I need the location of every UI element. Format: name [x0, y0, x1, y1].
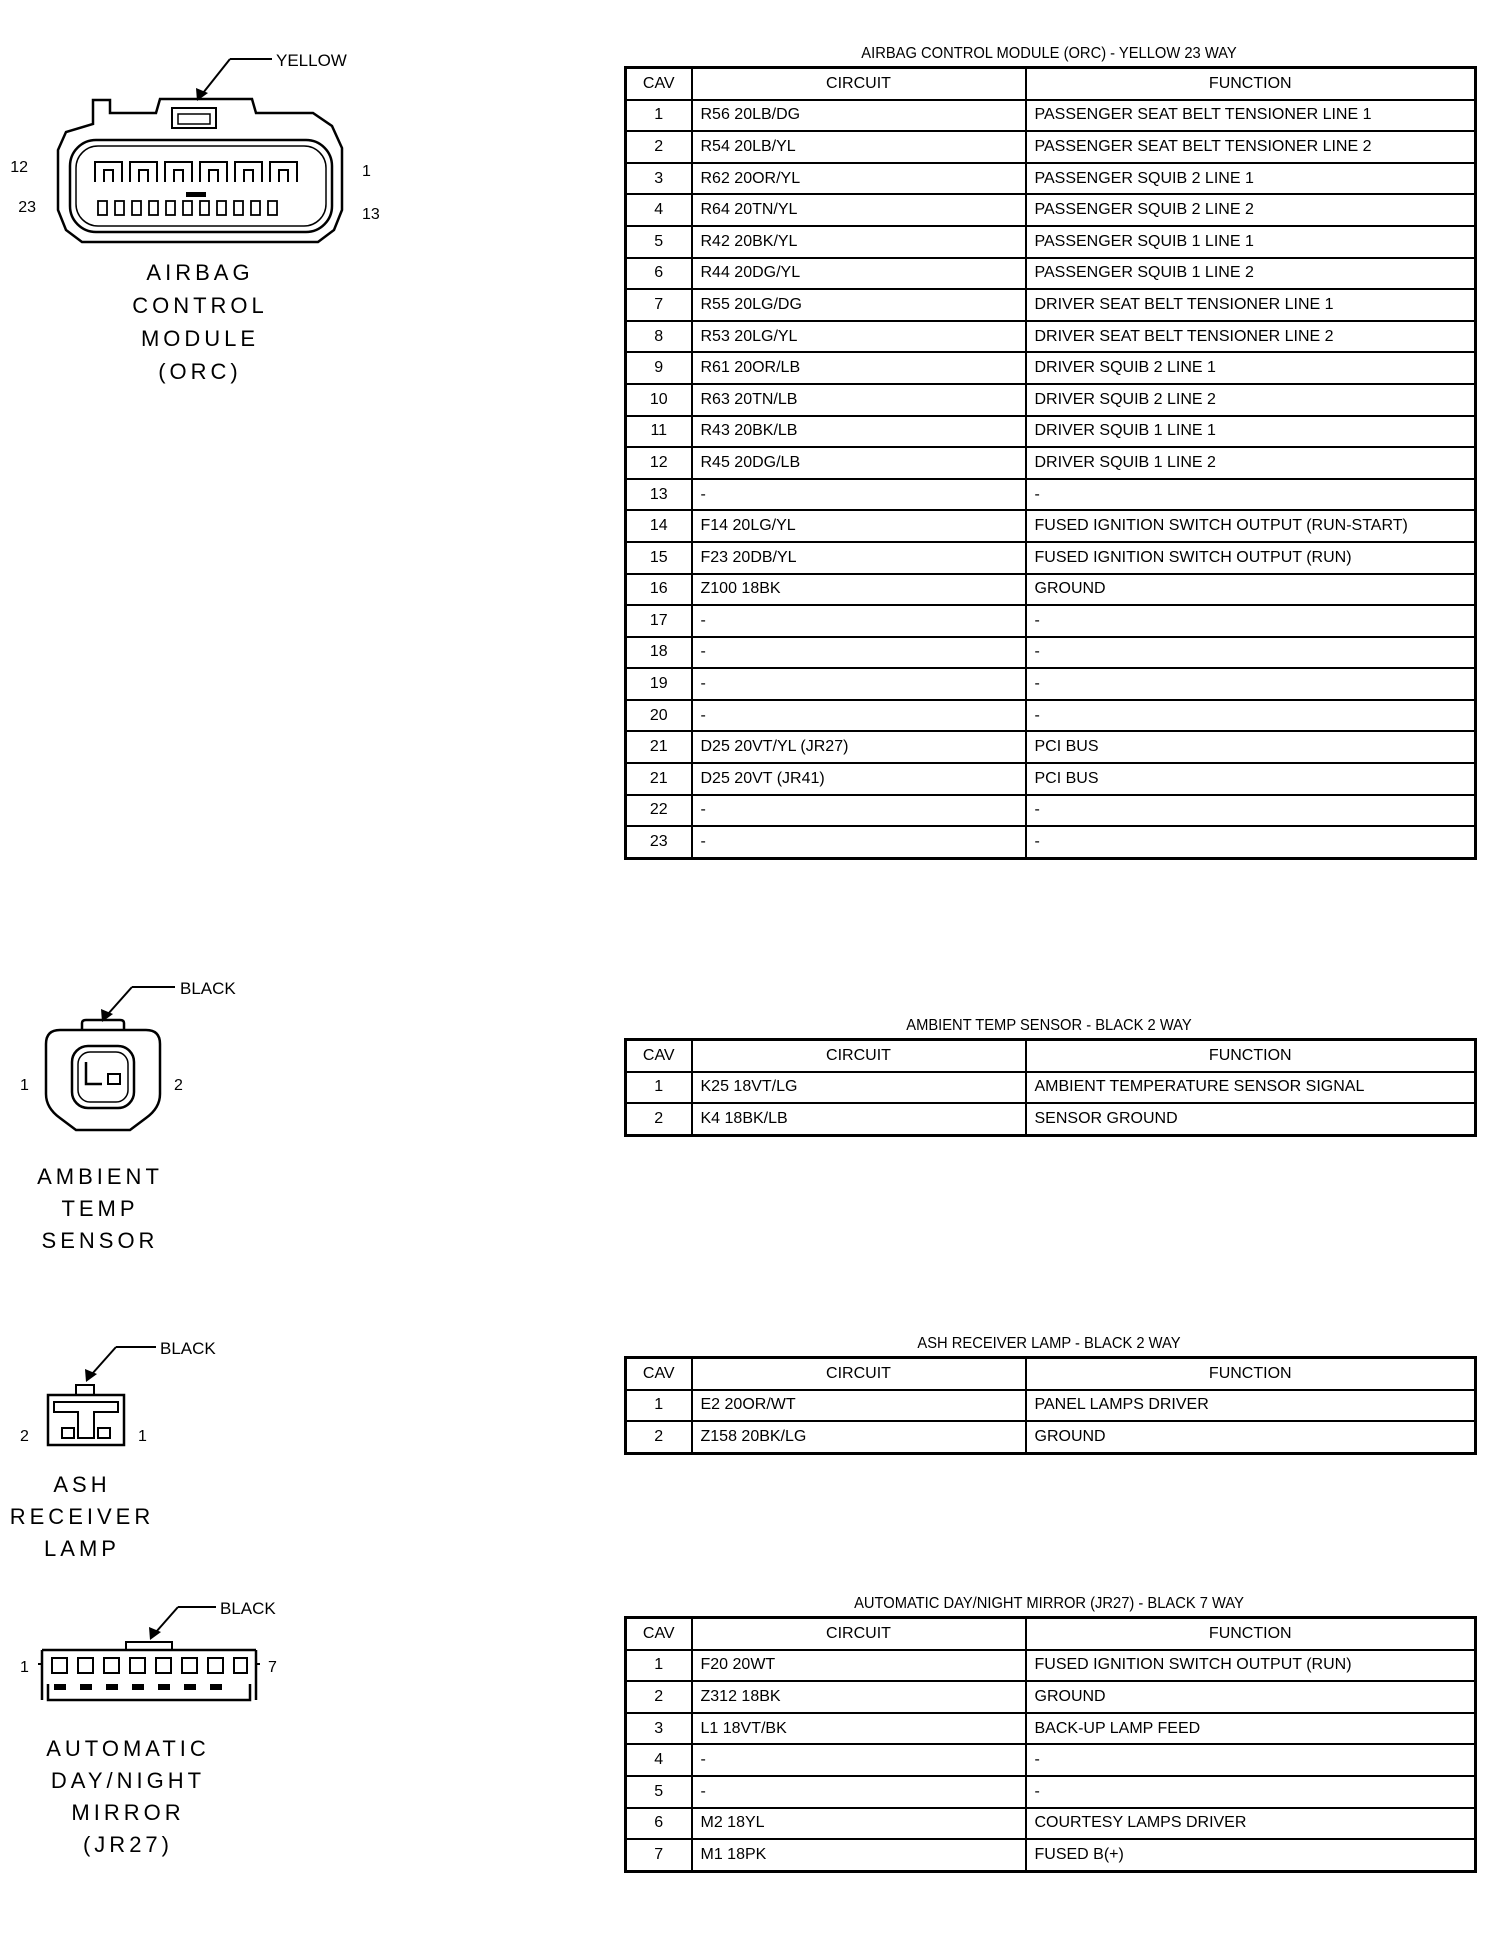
cell-cav: 13 [626, 479, 692, 511]
ash-color-label: BLACK [160, 1339, 216, 1358]
table-row [626, 1650, 1476, 1682]
cell-function: - [1026, 826, 1476, 858]
ash-table-wrap [624, 1332, 1474, 1455]
mirror-color-label: BLACK [220, 1599, 276, 1618]
mirror-name-line-2: DAY/NIGHT [50, 1768, 206, 1793]
cell-function: - [1026, 637, 1476, 669]
airbag-pin-1: 1 [362, 163, 371, 180]
table-header-row [626, 1618, 1476, 1650]
cell-circuit: F23 20DB/YL [692, 542, 1026, 574]
cell-function: AMBIENT TEMPERATURE SENSOR SIGNAL [1026, 1072, 1476, 1104]
cell-circuit: - [692, 605, 1026, 637]
airbag-pin-23: 23 [18, 199, 36, 216]
cell-function: - [1026, 795, 1476, 827]
table-row [626, 1390, 1476, 1422]
cell-cav: 22 [626, 795, 692, 827]
cell-cav: 1 [626, 100, 692, 132]
cell-cav: 9 [626, 352, 692, 384]
airbag-name-line-2: CONTROL [132, 293, 268, 318]
table-row [626, 352, 1476, 384]
table-row [626, 226, 1476, 258]
table-row [626, 163, 1476, 195]
cell-cav: 6 [626, 1808, 692, 1840]
header-function: FUNCTION [1026, 1618, 1476, 1650]
cell-circuit: D25 20VT/YL (JR27) [692, 731, 1026, 763]
airbag-color-label: YELLOW [276, 51, 347, 70]
cell-function: GROUND [1026, 574, 1476, 606]
table-row [626, 574, 1476, 606]
cell-cav: 5 [626, 1776, 692, 1808]
cell-circuit: - [692, 795, 1026, 827]
cell-function: PCI BUS [1026, 763, 1476, 795]
table-row [626, 1808, 1476, 1840]
cell-circuit: R61 20OR/LB [692, 352, 1026, 384]
cell-cav: 21 [626, 763, 692, 795]
header-cav: CAV [626, 68, 692, 100]
cell-circuit: R56 20LB/DG [692, 100, 1026, 132]
ash-name-line-3: LAMP [44, 1536, 120, 1561]
table-row [626, 479, 1476, 511]
cell-cav: 4 [626, 194, 692, 226]
airbag-pin-12: 12 [10, 159, 28, 176]
cell-cav: 15 [626, 542, 692, 574]
cell-function: FUSED IGNITION SWITCH OUTPUT (RUN-START) [1026, 510, 1476, 542]
table-row [626, 1103, 1476, 1135]
cell-function: PASSENGER SEAT BELT TENSIONER LINE 2 [1026, 131, 1476, 163]
cell-cav: 4 [626, 1744, 692, 1776]
header-cav: CAV [626, 1040, 692, 1072]
table-row [626, 1072, 1476, 1104]
cell-circuit: F14 20LG/YL [692, 510, 1026, 542]
cell-circuit: D25 20VT (JR41) [692, 763, 1026, 795]
cell-circuit: Z312 18BK [692, 1681, 1026, 1713]
header-cav: CAV [626, 1618, 692, 1650]
mirror-pinout-table [624, 1616, 1477, 1873]
cell-function: GROUND [1026, 1681, 1476, 1713]
mirror-pin-left: 1 [20, 1659, 29, 1676]
ash-rows [626, 1390, 1476, 1454]
cell-cav: 1 [626, 1072, 692, 1104]
table-row [626, 510, 1476, 542]
cell-circuit: K4 18BK/LB [692, 1103, 1026, 1135]
airbag-pin-13: 13 [362, 206, 380, 223]
ambient-connector-diagram [0, 960, 260, 1280]
cell-function: DRIVER SQUIB 1 LINE 2 [1026, 447, 1476, 479]
ash-table-title: ASH RECEIVER LAMP - BLACK 2 WAY [917, 1335, 1181, 1352]
header-circuit: CIRCUIT [692, 1358, 1026, 1390]
cell-function: FUSED IGNITION SWITCH OUTPUT (RUN) [1026, 542, 1476, 574]
cell-circuit: L1 18VT/BK [692, 1713, 1026, 1745]
cell-cav: 6 [626, 258, 692, 290]
cell-cav: 7 [626, 289, 692, 321]
ambient-table-title: AMBIENT TEMP SENSOR - BLACK 2 WAY [906, 1017, 1192, 1034]
cell-function: FUSED B(+) [1026, 1839, 1476, 1871]
table-header-row [626, 1040, 1476, 1072]
cell-function: - [1026, 700, 1476, 732]
cell-circuit: - [692, 1776, 1026, 1808]
cell-function: - [1026, 668, 1476, 700]
mirror-rows [626, 1650, 1476, 1872]
cell-circuit: R63 20TN/LB [692, 384, 1026, 416]
table-row [626, 384, 1476, 416]
cell-circuit: R42 20BK/YL [692, 226, 1026, 258]
header-function: FUNCTION [1026, 68, 1476, 100]
airbag-name-line-4: (ORC) [158, 359, 242, 384]
table-row [626, 1421, 1476, 1453]
ambient-pin-right: 2 [174, 1077, 183, 1094]
cell-circuit: Z100 18BK [692, 574, 1026, 606]
airbag-table-wrap [624, 42, 1474, 860]
cell-function: - [1026, 1744, 1476, 1776]
cell-cav: 14 [626, 510, 692, 542]
ash-pin-left: 2 [20, 1428, 29, 1445]
cell-circuit: - [692, 479, 1026, 511]
table-row [626, 637, 1476, 669]
cell-function: DRIVER SEAT BELT TENSIONER LINE 1 [1026, 289, 1476, 321]
table-row [626, 416, 1476, 448]
cell-function: PCI BUS [1026, 731, 1476, 763]
table-row [626, 1681, 1476, 1713]
cell-function: PASSENGER SQUIB 2 LINE 2 [1026, 194, 1476, 226]
cell-circuit: K25 18VT/LG [692, 1072, 1026, 1104]
table-row [626, 289, 1476, 321]
header-circuit: CIRCUIT [692, 68, 1026, 100]
cell-function: PASSENGER SEAT BELT TENSIONER LINE 1 [1026, 100, 1476, 132]
table-row [626, 321, 1476, 353]
cell-function: GROUND [1026, 1421, 1476, 1453]
ash-name-line-1: ASH [53, 1472, 111, 1497]
cell-function: PANEL LAMPS DRIVER [1026, 1390, 1476, 1422]
mirror-table-title: AUTOMATIC DAY/NIGHT MIRROR (JR27) - BLACK 7 WAY [854, 1595, 1244, 1612]
table-row [626, 542, 1476, 574]
cell-circuit: M2 18YL [692, 1808, 1026, 1840]
cell-function: - [1026, 1776, 1476, 1808]
mirror-pin-right: 7 [268, 1659, 277, 1676]
ambient-name-line-2: TEMP [61, 1196, 139, 1221]
cell-cav: 2 [626, 1421, 692, 1453]
cell-circuit: E2 20OR/WT [692, 1390, 1026, 1422]
cell-circuit: - [692, 637, 1026, 669]
ambient-pin-left: 1 [20, 1077, 29, 1094]
table-row [626, 1744, 1476, 1776]
cell-function: DRIVER SQUIB 2 LINE 2 [1026, 384, 1476, 416]
cell-function: PASSENGER SQUIB 1 LINE 1 [1026, 226, 1476, 258]
cell-cav: 2 [626, 1103, 692, 1135]
table-row [626, 700, 1476, 732]
airbag-table-title: AIRBAG CONTROL MODULE (ORC) - YELLOW 23 WAY [861, 45, 1237, 62]
cell-circuit: F20 20WT [692, 1650, 1026, 1682]
cell-circuit: - [692, 700, 1026, 732]
table-row [626, 447, 1476, 479]
ambient-name-line-1: AMBIENT [37, 1164, 163, 1189]
table-row [626, 668, 1476, 700]
cell-circuit: R43 20BK/LB [692, 416, 1026, 448]
cell-cav: 16 [626, 574, 692, 606]
cell-circuit: - [692, 1744, 1026, 1776]
cell-function: DRIVER SQUIB 1 LINE 1 [1026, 416, 1476, 448]
cell-cav: 1 [626, 1650, 692, 1682]
cell-cav: 10 [626, 384, 692, 416]
cell-function: - [1026, 605, 1476, 637]
table-row [626, 258, 1476, 290]
ambient-rows [626, 1072, 1476, 1136]
ash-pin-right: 1 [138, 1428, 147, 1445]
airbag-name-line-3: MODULE [140, 326, 260, 351]
cell-cav: 21 [626, 731, 692, 763]
cell-function: PASSENGER SQUIB 1 LINE 2 [1026, 258, 1476, 290]
airbag-connector-diagram [0, 0, 400, 400]
cell-cav: 19 [626, 668, 692, 700]
cell-circuit: M1 18PK [692, 1839, 1026, 1871]
ambient-table-wrap [624, 1014, 1474, 1137]
ambient-pinout-table [624, 1038, 1477, 1137]
table-row [626, 131, 1476, 163]
cell-function: SENSOR GROUND [1026, 1103, 1476, 1135]
header-circuit: CIRCUIT [692, 1040, 1026, 1072]
mirror-name-line-4: (JR27) [82, 1832, 174, 1857]
cell-circuit: R44 20DG/YL [692, 258, 1026, 290]
cell-circuit: - [692, 668, 1026, 700]
cell-circuit: R45 20DG/LB [692, 447, 1026, 479]
ash-pinout-table [624, 1356, 1477, 1455]
cell-cav: 5 [626, 226, 692, 258]
cell-function: BACK-UP LAMP FEED [1026, 1713, 1476, 1745]
cell-circuit: R62 20OR/YL [692, 163, 1026, 195]
airbag-rows [626, 100, 1476, 859]
cell-circuit: R54 20LB/YL [692, 131, 1026, 163]
mirror-connector-diagram [0, 1580, 300, 1880]
table-row [626, 795, 1476, 827]
cell-function: COURTESY LAMPS DRIVER [1026, 1808, 1476, 1840]
cell-function: FUSED IGNITION SWITCH OUTPUT (RUN) [1026, 1650, 1476, 1682]
mirror-name-line-1: AUTOMATIC [46, 1736, 210, 1761]
header-function: FUNCTION [1026, 1040, 1476, 1072]
cell-cav: 17 [626, 605, 692, 637]
table-header-row [626, 1358, 1476, 1390]
cell-cav: 2 [626, 1681, 692, 1713]
table-row [626, 1713, 1476, 1745]
cell-cav: 1 [626, 1390, 692, 1422]
cell-cav: 3 [626, 163, 692, 195]
header-cav: CAV [626, 1358, 692, 1390]
cell-cav: 18 [626, 637, 692, 669]
table-row [626, 1839, 1476, 1871]
cell-function: PASSENGER SQUIB 2 LINE 1 [1026, 163, 1476, 195]
ash-connector-diagram [0, 1320, 240, 1570]
table-row [626, 605, 1476, 637]
cell-circuit: Z158 20BK/LG [692, 1421, 1026, 1453]
cell-circuit: R55 20LG/DG [692, 289, 1026, 321]
cell-circuit: R64 20TN/YL [692, 194, 1026, 226]
cell-cav: 8 [626, 321, 692, 353]
cell-cav: 12 [626, 447, 692, 479]
cell-cav: 23 [626, 826, 692, 858]
cell-function: - [1026, 479, 1476, 511]
cell-cav: 7 [626, 1839, 692, 1871]
cell-cav: 20 [626, 700, 692, 732]
table-row [626, 731, 1476, 763]
airbag-name-line-1: AIRBAG [146, 260, 254, 285]
ambient-color-label: BLACK [180, 979, 236, 998]
cell-cav: 11 [626, 416, 692, 448]
cell-cav: 3 [626, 1713, 692, 1745]
header-circuit: CIRCUIT [692, 1618, 1026, 1650]
table-row [626, 1776, 1476, 1808]
table-row [626, 194, 1476, 226]
cell-function: DRIVER SEAT BELT TENSIONER LINE 2 [1026, 321, 1476, 353]
header-function: FUNCTION [1026, 1358, 1476, 1390]
table-header-row [626, 68, 1476, 100]
airbag-pinout-table [624, 66, 1477, 860]
ash-name-line-2: RECEIVER [9, 1504, 155, 1529]
ambient-name-line-3: SENSOR [41, 1228, 159, 1253]
cell-function: DRIVER SQUIB 2 LINE 1 [1026, 352, 1476, 384]
table-row [626, 763, 1476, 795]
table-row [626, 100, 1476, 132]
mirror-table-wrap [624, 1592, 1474, 1873]
cell-circuit: R53 20LG/YL [692, 321, 1026, 353]
cell-circuit: - [692, 826, 1026, 858]
table-row [626, 826, 1476, 858]
mirror-name-line-3: MIRROR [71, 1800, 185, 1825]
cell-cav: 2 [626, 131, 692, 163]
